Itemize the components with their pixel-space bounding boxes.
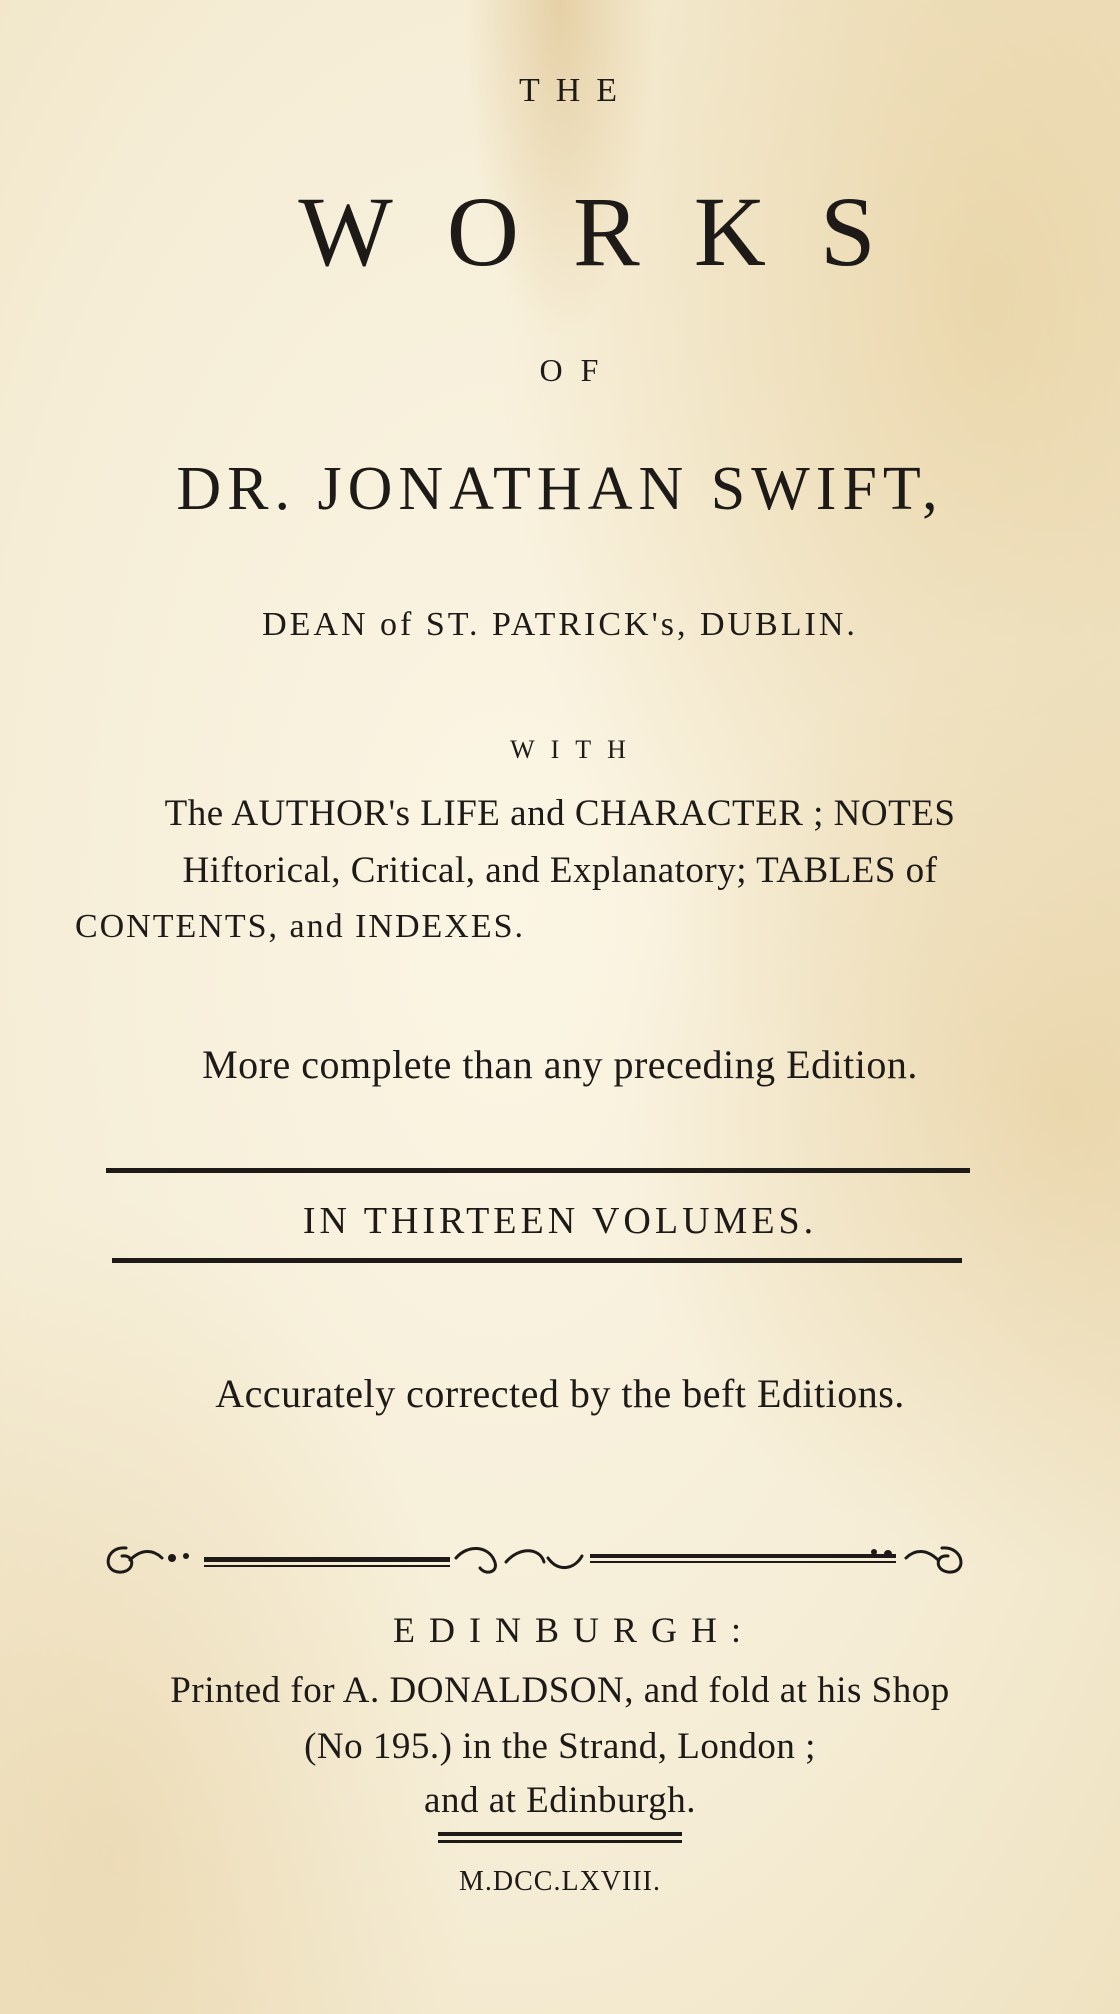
imprint-line-3: and at Edinburgh. bbox=[424, 1780, 696, 1821]
title-of: OF bbox=[539, 352, 617, 388]
corrected-note: Accurately corrected by the beft Editions. bbox=[215, 1371, 905, 1416]
author-name: DR. JONATHAN SWIFT, bbox=[176, 455, 944, 523]
date-rule-lower bbox=[438, 1840, 682, 1843]
author-dean-line: DEAN of ST. PATRICK's, DUBLIN. bbox=[262, 606, 858, 643]
date-rule-upper bbox=[438, 1832, 682, 1836]
with-heading: WITH bbox=[510, 735, 642, 764]
contents-line-2: Hiftorical, Critical, and Explanatory; TABLES of bbox=[182, 850, 938, 891]
imprint-line-2: (No 195.) in the Strand, London ; bbox=[304, 1726, 816, 1767]
bottom-rule bbox=[112, 1258, 962, 1263]
title-works: WORKS bbox=[298, 176, 930, 287]
printers-ornament bbox=[96, 1538, 976, 1582]
title-the: THE bbox=[518, 72, 634, 109]
imprint-line-1: Printed for A. DONALDSON, and fold at his Shop bbox=[170, 1670, 950, 1711]
publication-date: M.DCC.LXVIII. bbox=[459, 1866, 661, 1897]
top-rule bbox=[106, 1168, 970, 1173]
contents-line-3: CONTENTS, and INDEXES. bbox=[74, 908, 526, 945]
volumes-heading: IN THIRTEEN VOLUMES. bbox=[302, 1200, 818, 1242]
contents-line-1: The AUTHOR's LIFE and CHARACTER ; NOTES bbox=[164, 793, 956, 834]
imprint-city: EDINBURGH: bbox=[393, 1610, 755, 1650]
edition-note: More complete than any preceding Edition. bbox=[202, 1042, 918, 1087]
